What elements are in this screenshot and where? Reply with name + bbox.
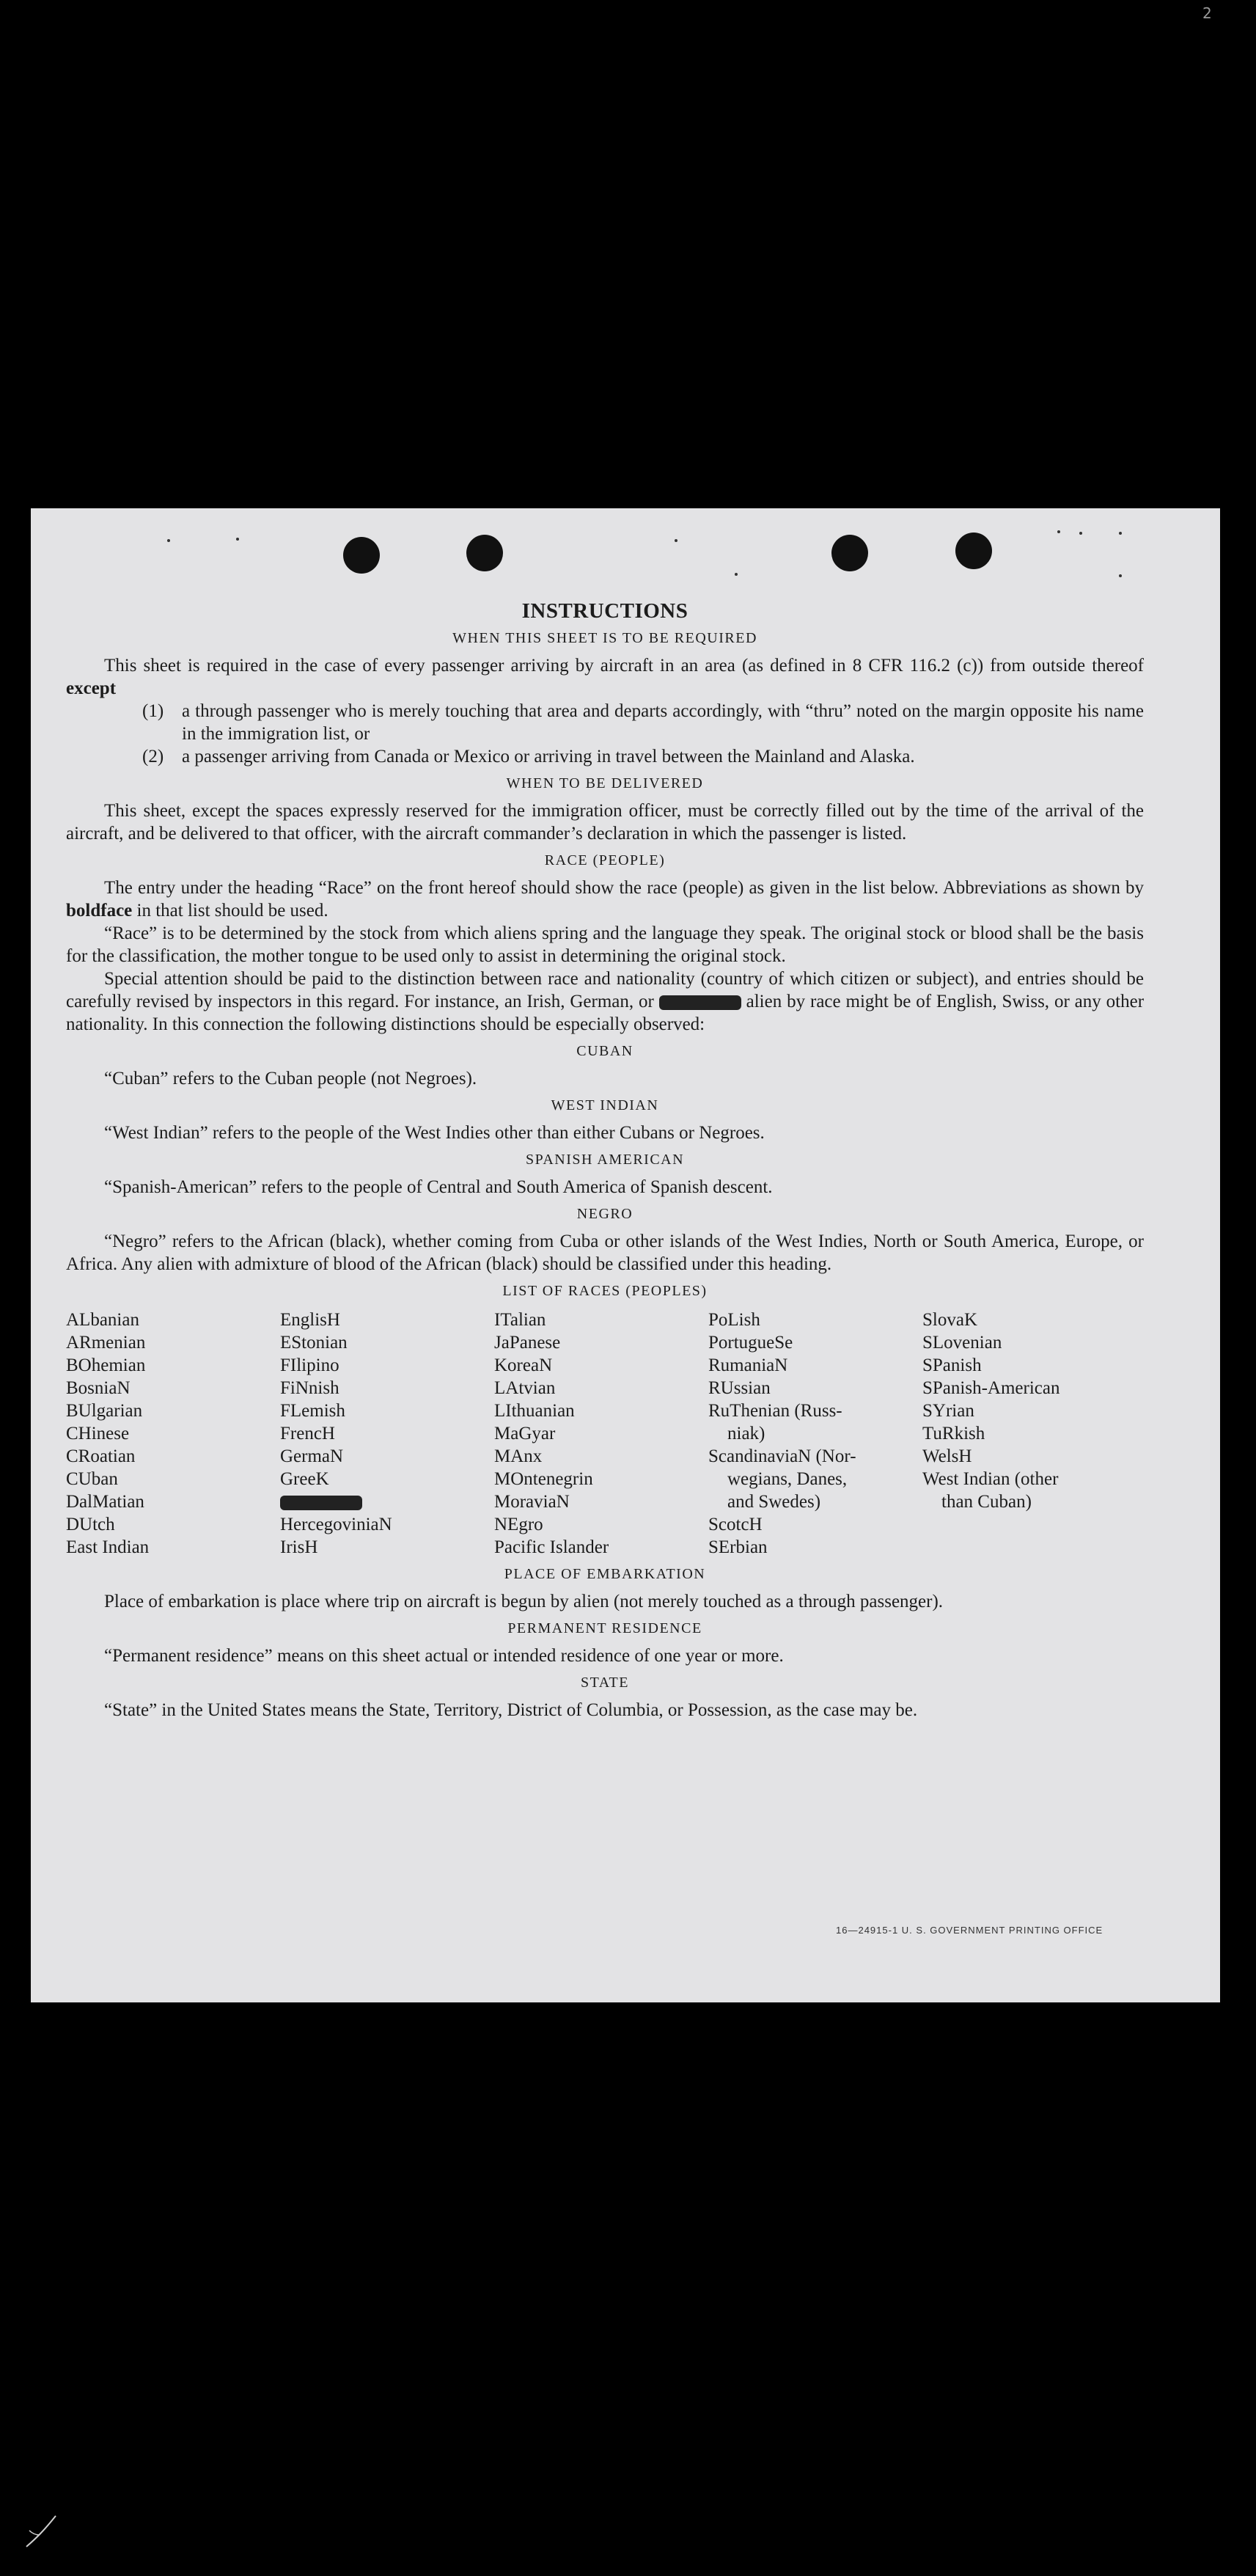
speck [236,538,239,541]
instructions-content [66,600,1144,1721]
race-item: FrencH [280,1424,335,1443]
race-paragraph-3: Special attention should be paid to the distinction between race and nationality (country of which citizen or subject), and entries should be carefully revised by inspectors in this regard. For instance, an Irish, German, or alien by race might be of English, Swiss, or any other nationality. In this connection the following distinctions should be especially observed: [66,969,1145,1034]
race-item: EnglisH [280,1310,340,1330]
race-item: RUssian [708,1378,771,1398]
race-paragraph-2: “Race” is to be determined by the stock from which aliens spring and the language they speak. The original stock or blood shall be the basis for the classification, the mother tongue to be used only to assist in determining the original stock. [66,923,1144,966]
race-item: MoraviaN [494,1492,570,1512]
race-item: PoLish [708,1310,760,1330]
race-item: JaPanese [494,1333,561,1353]
race-item: SYrian [922,1401,974,1421]
west-indian-definition: “West Indian” refers to the people of the West Indies other than either Cubans or Negroes. [104,1123,765,1143]
race-item: PortugueSe [708,1333,793,1353]
races-column-3 [494,1309,708,1559]
race-item: BUlgarian [66,1401,143,1421]
race-item: MaGyar [494,1424,556,1443]
heading-negro: NEGRO [576,1206,633,1222]
heading-list-of-races: LIST OF RACES (PEOPLES) [502,1283,708,1299]
races-column-2 [280,1309,494,1559]
heading-spanish-american: SPANISH AMERICAN [525,1152,685,1168]
speck [167,539,170,542]
speck [1079,532,1082,535]
race-item: HercegoviniaN [280,1515,392,1534]
race-item: Pacific Islander [494,1537,609,1557]
race-item-continued: than Cuban) [941,1492,1032,1512]
race-item: RuThenian (Russ- [708,1401,842,1421]
exception-item-1: (1) a through passenger who is merely touching that area and departs accordingly, with “thru” noted on the margin opposite his name in the immigration list, or [142,701,1144,744]
race-item: East Indian [66,1537,150,1557]
redaction-mark [280,1496,362,1510]
cuban-definition: “Cuban” refers to the Cuban people (not Negroes). [104,1069,477,1088]
heading-cuban: CUBAN [576,1043,633,1059]
race-item: LIthuanian [494,1401,575,1421]
negro-definition: “Negro” refers to the African (black), whether coming from Cuba or other islands of the West Indies, North or South America, Europe, or Africa. Any alien with admixture of blood of the African (black) should be classified under this heading. [66,1232,1144,1274]
race-item: ARmenian [66,1333,146,1353]
races-column-4 [708,1309,922,1559]
residence-definition: “Permanent residence” means on this sheet actual or intended residence of one year or more. [104,1646,784,1666]
form-number: 16—24915-1 U. S. GOVERNMENT PRINTING OFFICE [836,1925,1103,1936]
race-item: West Indian (other [922,1469,1059,1489]
punch-hole [466,535,503,571]
race-item: DalMatian [66,1492,144,1512]
races-column-5 [922,1309,1136,1559]
race-item: CRoatian [66,1446,136,1466]
corner-mark: 2 [1202,4,1212,22]
race-item: TuRkish [922,1424,985,1443]
race-item: FLemish [280,1401,345,1421]
race-item: EStonian [280,1333,348,1353]
race-item: MOntenegrin [494,1469,593,1489]
race-item: ScotcH [708,1515,763,1534]
race-item: ScandinaviaN (Nor- [708,1446,856,1466]
race-item: FiNnish [280,1378,339,1398]
race-item: LAtvian [494,1378,556,1398]
race-item: NEgro [494,1515,543,1534]
race-item: DUtch [66,1515,115,1534]
race-item: WelsH [922,1446,972,1466]
punch-hole [343,537,380,574]
speck [675,539,677,542]
race-item: SlovaK [922,1310,977,1330]
speck [735,573,738,576]
races-list [66,1309,1144,1559]
embarkation-definition: Place of embarkation is place where trip on aircraft is begun by alien (not merely touched as a through passenger). [104,1592,944,1611]
exception-item-2: (2) a passenger arriving from Canada or Mexico or arriving in travel between the Mainland and Alaska. [142,747,915,766]
redaction-mark [659,995,741,1010]
heading-west-indian: WEST INDIAN [551,1097,659,1113]
race-item-continued: wegians, Danes, [727,1469,848,1489]
race-item: GermaN [280,1446,344,1466]
race-item-continued: and Swedes) [727,1492,821,1512]
race-item: MAnx [494,1446,543,1466]
heading-permanent-residence: PERMANENT RESIDENCE [507,1620,702,1636]
required-paragraph: This sheet is required in the case of every passenger arriving by aircraft in an area (as defined in 8 CFR 116.2 (c)) from outside thereof except [66,656,1144,698]
section-heading-race: RACE (PEOPLE) [544,852,666,868]
race-item-continued: niak) [727,1424,765,1443]
speck [1119,574,1122,577]
delivered-paragraph: This sheet, except the spaces expressly reserved for the immigration officer, must be correctly filled out by the time of the arrival of the aircraft, and be delivered to that officer, with the aircraft commander’s declaration in which the passenger is listed. [66,801,1144,844]
race-item: KoreaN [494,1355,553,1375]
race-paragraph-1: The entry under the heading “Race” on the front hereof should show the race (people) as given in the list below. Abbreviations as shown by boldface in that list should be used. [66,878,1144,921]
race-item: ALbanian [66,1310,139,1330]
race-item: SLovenian [922,1333,1002,1353]
speck [1119,532,1122,535]
heading-place-of-embarkation: PLACE OF EMBARKATION [504,1566,706,1582]
race-item: RumaniaN [708,1355,788,1375]
race-item-redacted [280,1490,494,1513]
page-title: INSTRUCTIONS [521,599,688,623]
section-heading-required: WHEN THIS SHEET IS TO BE REQUIRED [452,630,757,646]
race-item: CHinese [66,1424,130,1443]
speck [1057,530,1060,533]
stray-mark [22,2509,66,2553]
instruction-sheet [31,508,1220,2002]
race-item: BOhemian [66,1355,146,1375]
race-item: SPanish [922,1355,982,1375]
race-item: SPanish-American [922,1378,1060,1398]
heading-state: STATE [581,1675,629,1691]
race-item: BosniaN [66,1378,131,1398]
spanish-american-definition: “Spanish-American” refers to the people of Central and South America of Spanish descent. [104,1177,773,1197]
race-item: ITalian [494,1310,546,1330]
race-item: IrisH [280,1537,318,1557]
race-item: GreeK [280,1469,329,1489]
race-item: SErbian [708,1537,768,1557]
race-item: CUban [66,1469,118,1489]
race-item: FIlipino [280,1355,339,1375]
punch-hole [955,533,992,569]
punch-hole [831,535,868,571]
state-definition: “State” in the United States means the State, Territory, District of Columbia, or Possession, as the case may be. [104,1700,918,1720]
section-heading-delivered: WHEN TO BE DELIVERED [506,775,704,791]
races-column-1 [66,1309,280,1559]
